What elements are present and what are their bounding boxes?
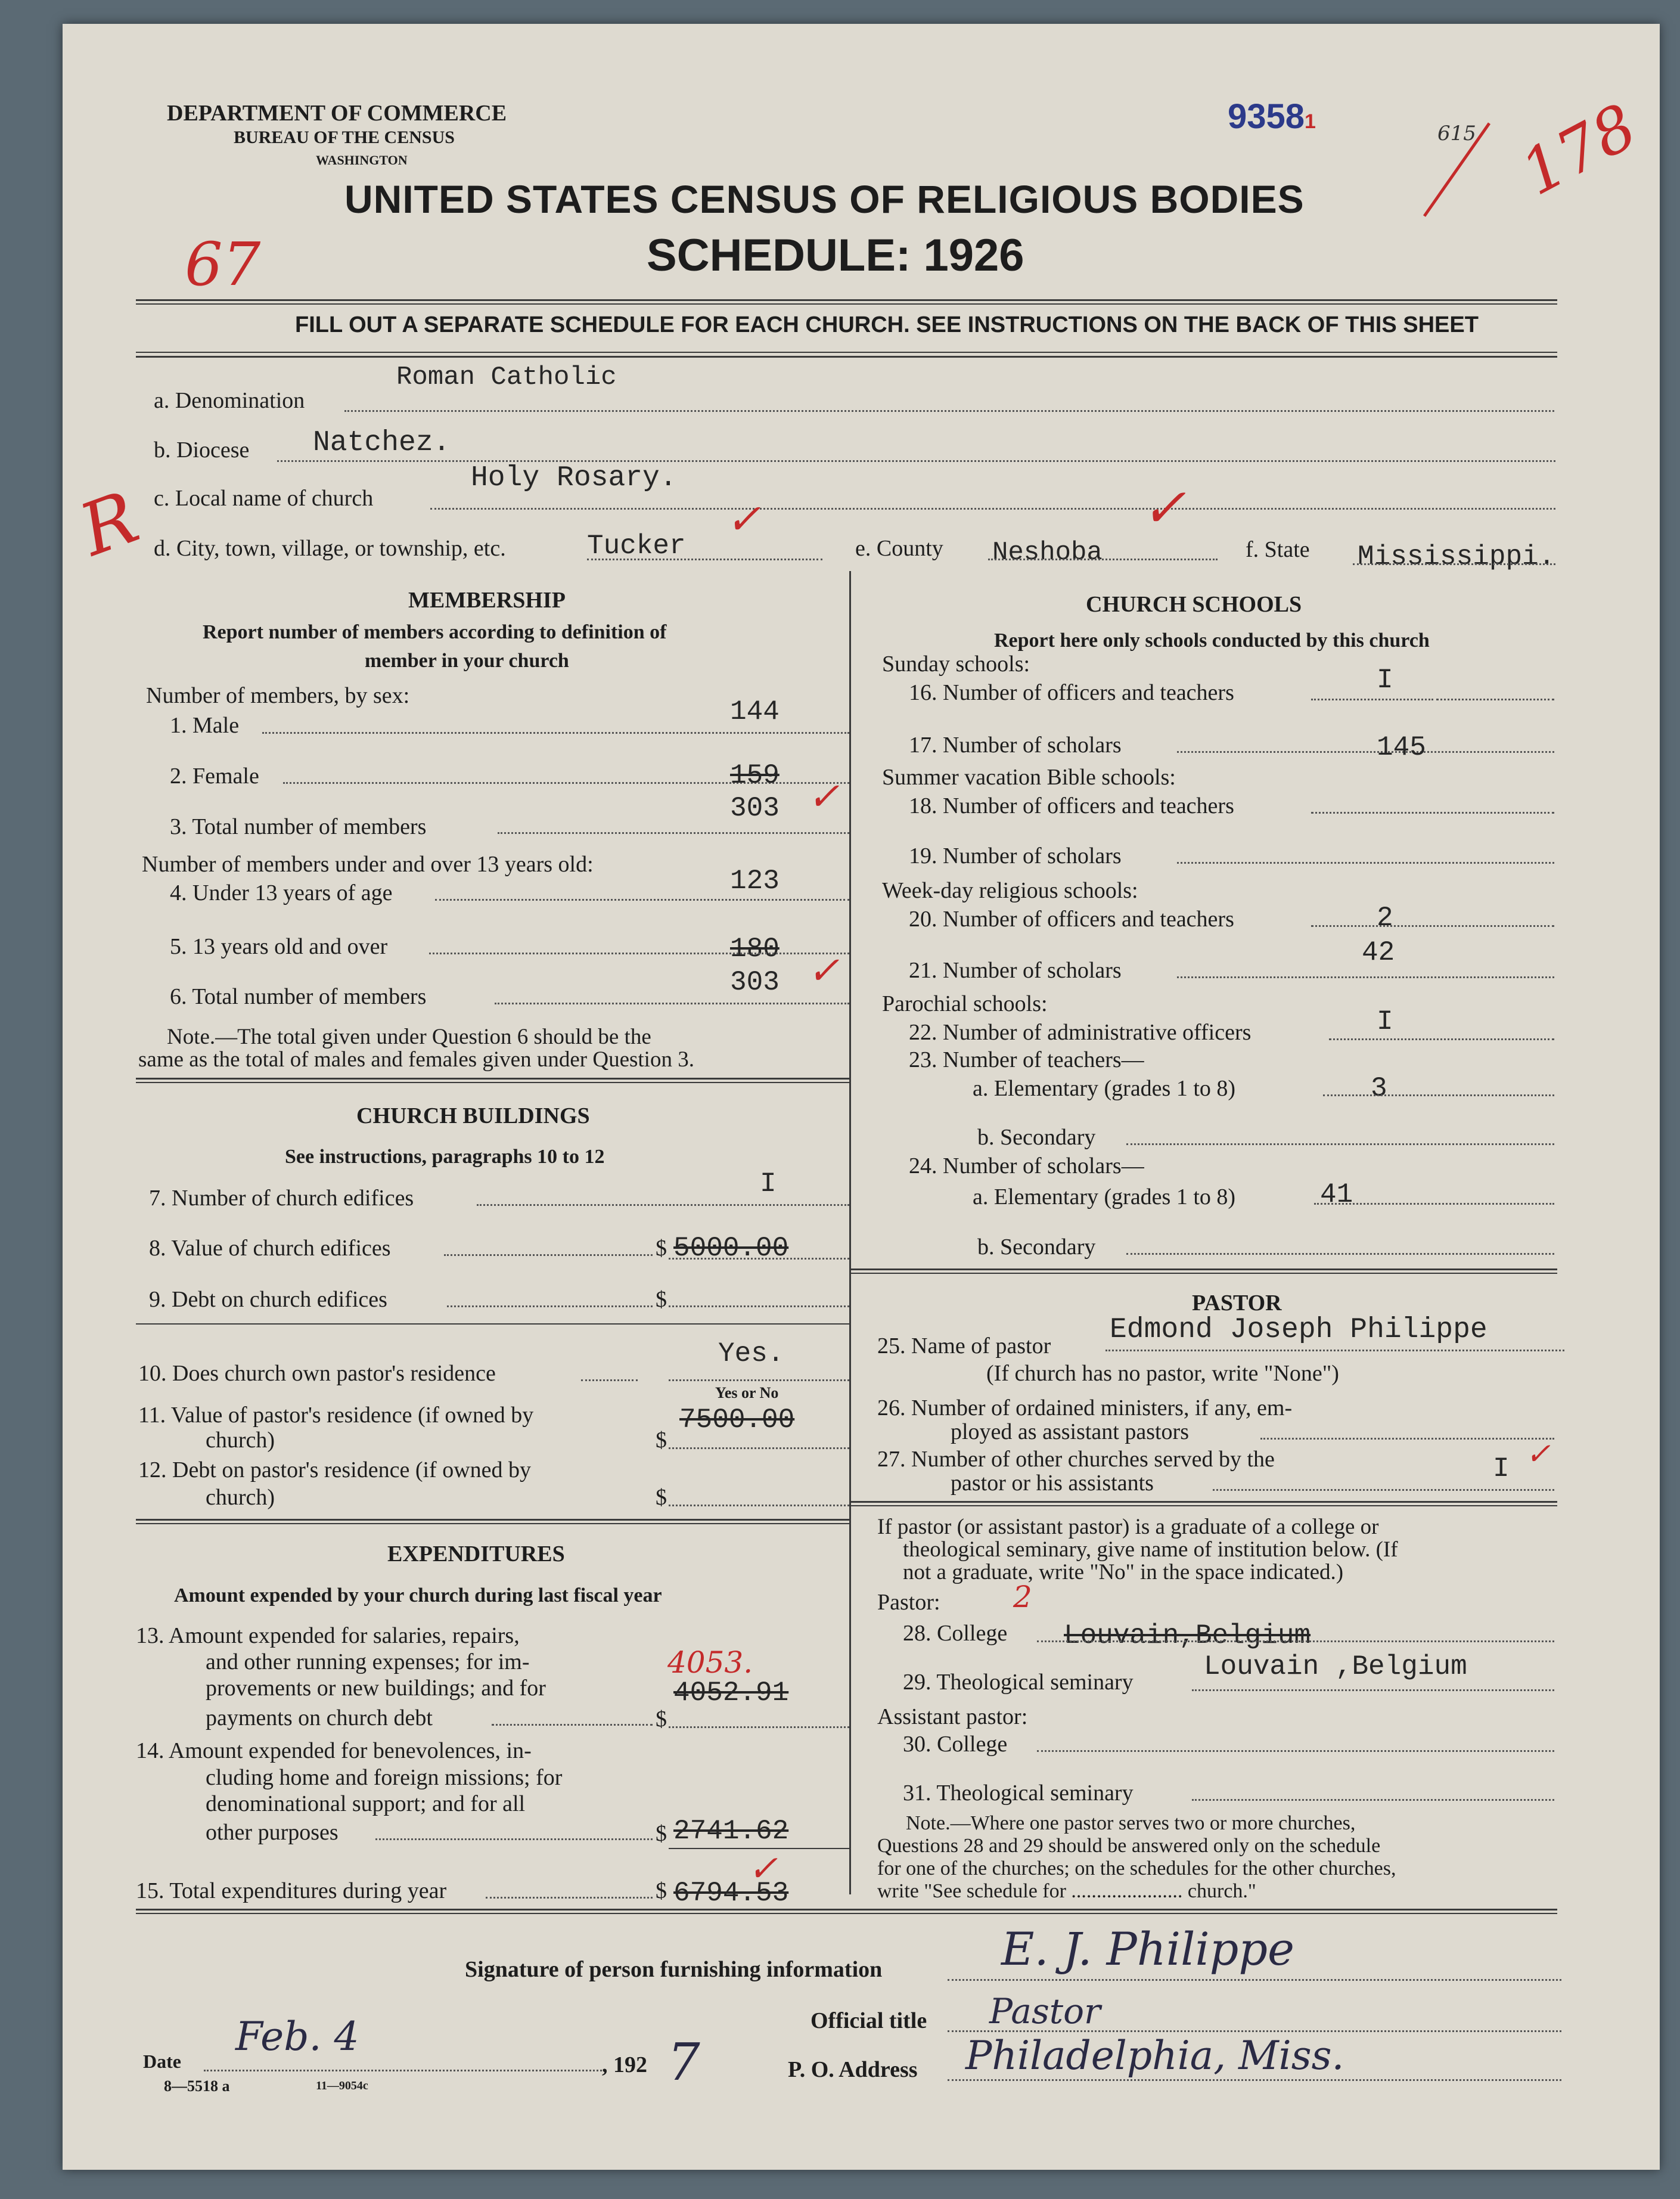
- q14-value: 2741.62: [673, 1816, 789, 1847]
- state-value: Mississippi.: [1358, 541, 1555, 572]
- q24b-label: b. Secondary: [977, 1235, 1096, 1260]
- q26-line: [1260, 1438, 1554, 1440]
- official-title-label: Official title: [811, 2008, 927, 2033]
- q10-answer-line: [669, 1379, 849, 1381]
- q20-value: 2: [1377, 902, 1393, 933]
- q9-dollar: $: [656, 1287, 667, 1312]
- q20-line: [1311, 925, 1554, 927]
- city-label: WASHINGTON: [316, 153, 408, 168]
- header-rule-4: [136, 356, 1557, 358]
- footer-rule-b: [136, 1913, 1557, 1914]
- q6-checkmark: ✓: [808, 949, 840, 993]
- q27-value: I: [1493, 1453, 1510, 1484]
- q7-label: 7. Number of church edifices: [149, 1186, 414, 1211]
- denomination-line: [344, 410, 1554, 412]
- q13-value: 4052.91: [673, 1677, 789, 1708]
- q1-label: 1. Male: [170, 713, 240, 738]
- q22-line: [1329, 1038, 1554, 1040]
- state-label: f. State: [1246, 537, 1310, 562]
- q23-label: 23. Number of teachers—: [909, 1047, 1144, 1072]
- q10-line: [581, 1379, 638, 1381]
- q13-answer-line: [669, 1726, 849, 1728]
- corner-note: 615: [1437, 122, 1476, 145]
- q12-label-1: 12. Debt on pastor's residence (if owned by: [138, 1457, 532, 1482]
- q14-dollar: $: [656, 1821, 667, 1846]
- q4-line: [435, 899, 849, 901]
- header-rule-top: [136, 299, 1557, 301]
- q24b-line: [1126, 1253, 1554, 1255]
- date-line: [204, 2070, 602, 2071]
- q24a-line: [1314, 1203, 1554, 1205]
- q29-line: [1192, 1689, 1554, 1691]
- left-margin-note: 67: [185, 229, 261, 299]
- q5-line: [429, 953, 849, 954]
- county-line: [988, 559, 1218, 560]
- q13-dollar: $: [656, 1707, 667, 1732]
- year-label: , 192: [602, 2052, 647, 2077]
- address-value: Philadelphia, Miss.: [965, 2033, 1344, 2079]
- q26-label-2: ployed as assistant pastors: [951, 1419, 1190, 1444]
- q7-line: [477, 1204, 849, 1206]
- q2-label: 2. Female: [170, 764, 259, 789]
- q15-dollar: $: [656, 1878, 667, 1903]
- print-number: 11—9054c: [316, 2079, 368, 2092]
- q13-label-3: provements or new buildings; and for: [206, 1676, 546, 1701]
- q23b-line: [1126, 1143, 1554, 1145]
- q28-line: [1037, 1640, 1554, 1642]
- q24-label: 24. Number of scholars—: [909, 1153, 1144, 1178]
- q11-label-1: 11. Value of pastor's residence (if owned by: [138, 1403, 534, 1428]
- q15-line: [486, 1897, 653, 1899]
- membership-rule-a: [136, 1078, 849, 1080]
- diocese-label: b. Diocese: [154, 438, 250, 463]
- q31-label: 31. Theological seminary: [903, 1781, 1134, 1806]
- year-value: 7: [667, 2033, 700, 2092]
- sunday-label: Sunday schools:: [882, 652, 1030, 677]
- q13-hand-value: 4053.: [667, 1645, 753, 1680]
- q3-value: 303: [730, 793, 780, 824]
- q25-line: [1105, 1350, 1564, 1351]
- q24a-label: a. Elementary (grades 1 to 8): [973, 1184, 1236, 1209]
- q14-label-2: cluding home and foreign missions; for: [206, 1765, 563, 1790]
- q8-value: 5000.00: [673, 1233, 789, 1264]
- signature-label: Signature of person furnishing information: [465, 1957, 883, 1982]
- q23a-value: 3: [1371, 1073, 1387, 1104]
- q6-line: [495, 1003, 849, 1004]
- membership-rule-b: [136, 1082, 849, 1083]
- denomination-value: Roman Catholic: [396, 362, 617, 392]
- q11-value: 7500.00: [679, 1404, 795, 1435]
- q5-value: 180: [730, 933, 780, 964]
- pastor-note-3: for one of the churches; on the schedules for the other churches,: [877, 1857, 1396, 1879]
- q7-value: I: [760, 1168, 777, 1199]
- q21-line: [1177, 976, 1554, 978]
- department-label: DEPARTMENT OF COMMERCE: [167, 101, 507, 126]
- q8-line: [444, 1254, 653, 1256]
- q9-label: 9. Debt on church edifices: [149, 1287, 387, 1312]
- q16-value: I: [1377, 665, 1393, 696]
- pastor-mark: 2: [1013, 1580, 1032, 1614]
- official-title-line: [948, 2030, 1561, 2032]
- denomination-label: a. Denomination: [154, 388, 305, 413]
- q17-line: [1177, 751, 1554, 753]
- schools-rule-b: [851, 1273, 1557, 1274]
- assistant-subheading: Assistant pastor:: [877, 1704, 1028, 1729]
- buildings-intro: See instructions, paragraphs 10 to 12: [285, 1146, 605, 1168]
- membership-intro-2: member in your church: [365, 650, 569, 672]
- instruction-banner: FILL OUT A SEPARATE SCHEDULE FOR EACH CHURCH. SEE INSTRUCTIONS ON THE BACK OF THIS SHEET: [295, 312, 1479, 337]
- pastor-heading: PASTOR: [1192, 1291, 1282, 1316]
- q14-label-1: 14. Amount expended for benevolences, in-: [136, 1738, 532, 1763]
- q23a-line: [1323, 1094, 1554, 1096]
- q9-line: [447, 1305, 653, 1307]
- q21-value: 42: [1362, 937, 1395, 968]
- q12-answer-line: [669, 1505, 849, 1506]
- buildings-rule-a: [136, 1519, 849, 1521]
- city-label: d. City, town, village, or township, etc.: [154, 536, 506, 561]
- city-value: Tucker: [587, 531, 686, 562]
- pastor-rule-b: [851, 1505, 1557, 1506]
- yes-no-hint: Yes or No: [715, 1384, 779, 1401]
- q21-label: 21. Number of scholars: [909, 958, 1122, 983]
- signature-line: [948, 1979, 1561, 1981]
- q13-label-2: and other running expenses; for im-: [206, 1649, 530, 1674]
- q31-line: [1192, 1799, 1554, 1801]
- q30-label: 30. College: [903, 1732, 1008, 1757]
- q5-label: 5. 13 years old and over: [170, 934, 388, 959]
- q9-answer-line: [669, 1305, 849, 1307]
- pastor-note-1: Note.—Where one pastor serves two or more churches,: [906, 1812, 1356, 1834]
- footer-rule-a: [136, 1909, 1557, 1910]
- header-rule-2: [136, 303, 1557, 305]
- q10-value: Yes.: [718, 1338, 784, 1369]
- date-value: Feb. 4: [235, 2014, 359, 2060]
- q4-label: 4. Under 13 years of age: [170, 880, 393, 905]
- schools-intro: Report here only schools conducted by this church: [994, 629, 1430, 652]
- weekday-label: Week-day religious schools:: [882, 878, 1138, 903]
- q10-label: 10. Does church own pastor's residence: [138, 1361, 496, 1386]
- q13-line: [492, 1724, 653, 1726]
- margin-mark: R: [69, 476, 149, 573]
- q3-line: [498, 832, 849, 834]
- church-name-value: Holy Rosary.: [471, 462, 677, 494]
- members-by-sex-label: Number of members, by sex:: [146, 683, 410, 708]
- q27-line: [1213, 1489, 1554, 1491]
- q23a-label: a. Elementary (grades 1 to 8): [973, 1076, 1236, 1101]
- q15-checkmark: ✓: [748, 1848, 778, 1890]
- buildings-heading: CHURCH BUILDINGS: [356, 1103, 590, 1128]
- city-checkmark: ✓: [726, 495, 761, 544]
- q3-label: 3. Total number of members: [170, 814, 427, 839]
- q23b-label: b. Secondary: [977, 1125, 1096, 1150]
- q3-checkmark: ✓: [808, 775, 840, 819]
- stamp-number-value: 9358: [1228, 97, 1305, 136]
- q14-label-3: denominational support; and for all: [206, 1791, 526, 1816]
- county-label: e. County: [855, 536, 943, 561]
- schools-rule-a: [851, 1268, 1557, 1270]
- stamp-number: [1228, 97, 1316, 137]
- diocese-value: Natchez.: [313, 427, 451, 459]
- q18-line: [1311, 812, 1554, 814]
- stamp-suffix: 1: [1305, 110, 1316, 133]
- expenditures-heading: EXPENDITURES: [387, 1542, 565, 1567]
- red-tally-number: 178: [1509, 89, 1648, 210]
- q11-dollar: $: [656, 1428, 667, 1453]
- county-value: Neshoba: [992, 538, 1103, 567]
- official-title-value: Pastor: [989, 1991, 1101, 2031]
- q14-label-4: other purposes: [206, 1820, 339, 1845]
- q29-label: 29. Theological seminary: [903, 1670, 1134, 1695]
- q6-label: 6. Total number of members: [170, 984, 427, 1009]
- pastor-subheading: Pastor:: [877, 1590, 940, 1615]
- diocese-line: [277, 460, 1555, 462]
- census-schedule-sheet: [63, 24, 1660, 2170]
- city-line: [587, 559, 822, 560]
- q22-label: 22. Number of administrative officers: [909, 1020, 1252, 1045]
- q13-label-1: 13. Amount expended for salaries, repairs,: [136, 1623, 520, 1648]
- q11-answer-line: [669, 1447, 849, 1449]
- membership-note-2: same as the total of males and females given under Question 3.: [138, 1047, 694, 1072]
- form-number: 8—5518 a: [164, 2077, 230, 2095]
- q1-value: 144: [730, 696, 780, 727]
- q13-label-4: payments on church debt: [206, 1705, 433, 1730]
- graduate-note-3: not a graduate, write "No" in the space indicated.): [903, 1560, 1344, 1584]
- q12-label-2: church): [206, 1485, 275, 1510]
- q8-dollar: $: [656, 1236, 667, 1261]
- q19-label: 19. Number of scholars: [909, 843, 1122, 869]
- graduate-note-2: theological seminary, give name of institution below. (If: [903, 1537, 1398, 1562]
- q29-value: Louvain ,Belgium: [1204, 1651, 1467, 1682]
- schedule-title: SCHEDULE: 1926: [647, 230, 1024, 281]
- q6-value: 303: [730, 967, 780, 998]
- date-label: Date: [143, 2051, 181, 2072]
- form-title: UNITED STATES CENSUS OF RELIGIOUS BODIES: [344, 177, 1305, 221]
- q4-value: 123: [730, 866, 780, 897]
- column-divider: [849, 571, 851, 1894]
- buildings-mid-rule: [136, 1323, 849, 1325]
- schools-heading: CHURCH SCHOOLS: [1086, 592, 1302, 617]
- graduate-note-1: If pastor (or assistant pastor) is a graduate of a college or: [877, 1515, 1379, 1539]
- state-line: [1353, 563, 1555, 565]
- membership-intro-1: Report number of members according to definition of: [203, 621, 667, 643]
- q16-label: 16. Number of officers and teachers: [909, 680, 1234, 705]
- pastor-rule-a: [851, 1501, 1557, 1503]
- expenditures-intro: Amount expended by your church during last fiscal year: [174, 1584, 662, 1606]
- members-by-age-label: Number of members under and over 13 years old:: [142, 852, 594, 877]
- buildings-rule-b: [136, 1523, 849, 1524]
- q8-answer-line: [669, 1258, 849, 1260]
- pastor-note-2: Questions 28 and 29 should be answered only on the schedule: [877, 1835, 1381, 1857]
- county-checkmark: ✓: [1141, 477, 1187, 539]
- q27-label-2: pastor or his assistants: [951, 1471, 1154, 1496]
- membership-note-1: Note.—The total given under Question 6 should be the: [167, 1025, 651, 1049]
- bureau-label: BUREAU OF THE CENSUS: [234, 128, 455, 147]
- summer-label: Summer vacation Bible schools:: [882, 765, 1176, 790]
- q11-label-2: church): [206, 1428, 275, 1453]
- q22-value: I: [1377, 1006, 1393, 1037]
- q27-label-1: 27. Number of other churches served by the: [877, 1447, 1275, 1472]
- church-name-line: [430, 508, 1555, 510]
- address-line: [948, 2079, 1561, 2081]
- q25-value: Edmond Joseph Philippe: [1110, 1314, 1488, 1346]
- q24a-value: 41: [1320, 1179, 1353, 1210]
- q25-label: 25. Name of pastor: [877, 1333, 1051, 1359]
- q18-label: 18. Number of officers and teachers: [909, 793, 1234, 818]
- q12-dollar: $: [656, 1485, 667, 1510]
- address-label: P. O. Address: [788, 2057, 918, 2082]
- q30-line: [1037, 1750, 1554, 1752]
- q19-line: [1177, 862, 1554, 864]
- q16-line: [1311, 699, 1433, 700]
- q1-line: [262, 732, 849, 734]
- q28-value: Louvain,Belgium: [1064, 1620, 1311, 1651]
- q17-value: 145: [1377, 732, 1426, 763]
- q2-value: 159: [730, 760, 780, 791]
- q15-value: 6794.53: [673, 1878, 789, 1909]
- q20-label: 20. Number of officers and teachers: [909, 907, 1234, 932]
- header-rule-3: [136, 352, 1557, 353]
- q28-label: 28. College: [903, 1621, 1008, 1646]
- q14-line: [375, 1838, 653, 1840]
- church-name-label: c. Local name of church: [154, 486, 374, 511]
- pastor-note-4: write "See schedule for ...................... church.": [877, 1880, 1256, 1902]
- q25-note: (If church has no pastor, write "None"): [986, 1361, 1339, 1386]
- q16-answer-line: [1436, 699, 1554, 700]
- parochial-label: Parochial schools:: [882, 991, 1048, 1016]
- membership-heading: MEMBERSHIP: [408, 588, 566, 613]
- q15-label: 15. Total expenditures during year: [136, 1878, 447, 1903]
- signature-value: E. J. Philippe: [1001, 1922, 1294, 1975]
- q8-label: 8. Value of church edifices: [149, 1236, 391, 1261]
- q17-label: 17. Number of scholars: [909, 733, 1122, 758]
- q26-label-1: 26. Number of ordained ministers, if any, em-: [877, 1395, 1293, 1420]
- q27-checkmark: ✓: [1526, 1437, 1551, 1471]
